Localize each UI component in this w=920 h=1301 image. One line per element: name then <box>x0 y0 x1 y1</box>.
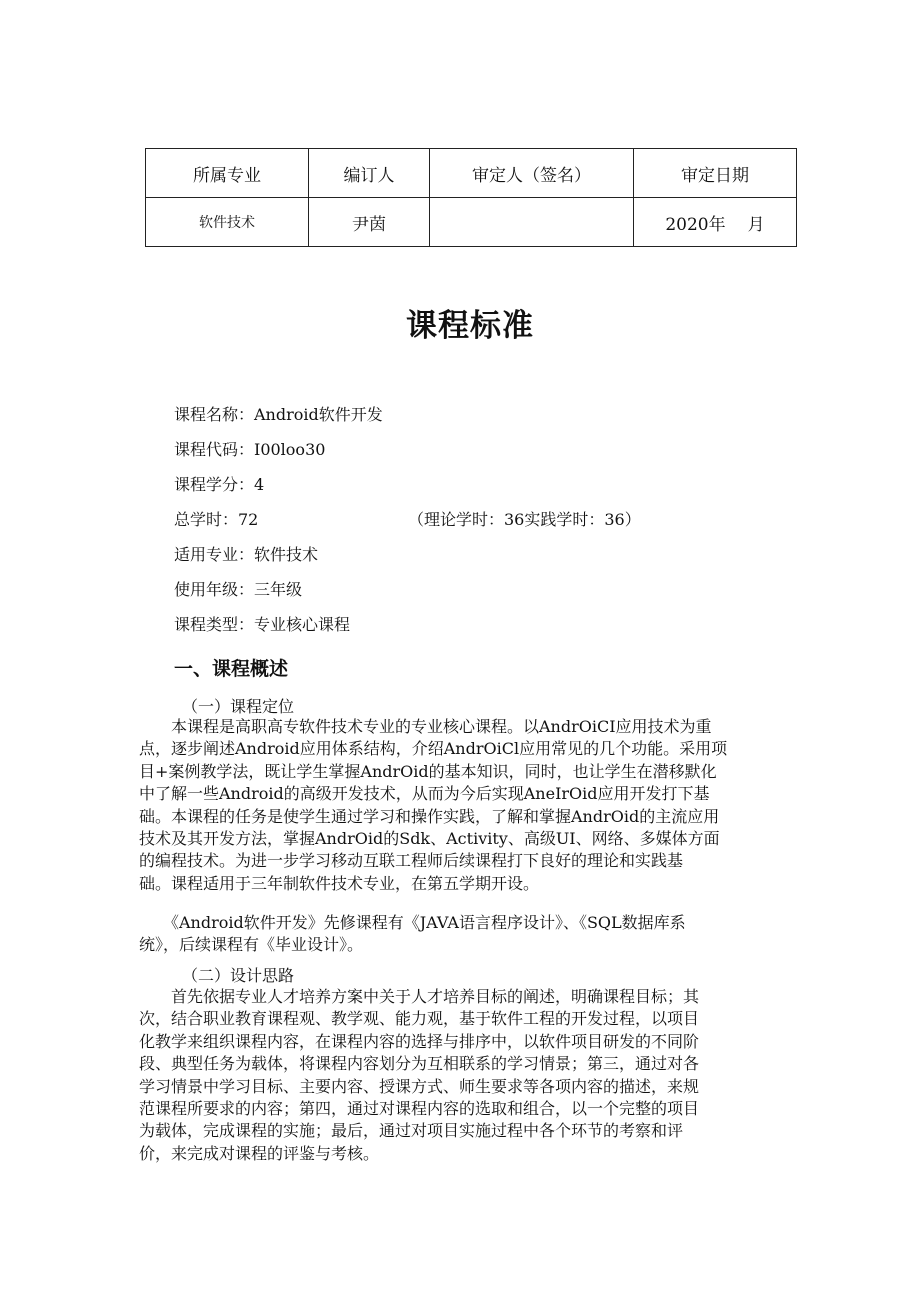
date-month: 月 <box>747 214 765 235</box>
paragraph-line: 为载体，完成课程的实施；最后，通过对项目实施过程中各个环节的考察和评 <box>139 1121 684 1141</box>
course-name: 课程名称：Android软件开发 <box>174 405 383 424</box>
cell-major: 软件技术 <box>146 198 309 247</box>
course-major: 适用专业：软件技术 <box>174 545 319 564</box>
paragraph-line: 次，结合职业教育课程观、教学观、能力观，基于软件工程的开发过程，以项目 <box>139 1009 700 1029</box>
header-review-date: 审定日期 <box>634 149 797 198</box>
paragraph-design <box>139 986 809 1165</box>
course-code: 课程代码：I00loo30 <box>174 440 326 459</box>
subheading-design: （二）设计思路 <box>182 966 295 985</box>
cell-reviewer <box>430 198 634 247</box>
paragraph-line: 的编程技术。为进一步学习移动互联工程师后续课程打下良好的理论和实践基 <box>139 851 684 871</box>
approval-data-row <box>146 198 797 247</box>
approval-table <box>145 148 797 247</box>
paragraph-line: 范课程所要求的内容；第四，通过对课程内容的选取和组合，以一个完整的项目 <box>139 1099 700 1119</box>
cell-editor: 尹茵 <box>309 198 430 247</box>
paragraph-line: 化教学来组织课程内容，在课程内容的选择与排序中，以软件项目研发的不同阶 <box>139 1031 700 1051</box>
paragraph-line: 点，逐步阐述Android应用体系结构，介绍AndrOiCl应用常见的几个功能。采用项 <box>139 739 728 759</box>
subheading-positioning: （一）课程定位 <box>182 697 295 716</box>
paragraph-line: 《Android软件开发》先修课程有《JAVA语言程序设计》、《SQL数据库系 <box>139 913 686 932</box>
header-editor: 编订人 <box>309 149 430 198</box>
course-total-hours: 总学时：72 <box>174 510 259 529</box>
course-grade: 使用年级：三年级 <box>174 580 303 599</box>
paragraph-line: 目+案例教学法，既让学生掌握AndrOid的基本知识，同时，也让学生在潜移默化 <box>139 761 717 781</box>
document-title: 课程标准 <box>406 308 534 344</box>
paragraph-line: 段、典型任务为载体，将课程内容划分为互相联系的学习情景；第三，通过对各 <box>139 1054 700 1074</box>
cell-review-date <box>634 198 797 247</box>
paragraph-line: 中了解一些Android的高级开发技术，从而为今后实现AneIrOid应用开发打下基 <box>139 784 710 804</box>
paragraph-positioning <box>139 716 809 895</box>
paragraph-line: 技术及其开发方法，掌握AndrOid的Sdk、Activity、高级UI、网络、多媒体方面 <box>139 829 720 849</box>
course-hours-breakdown: （理论学时：36实践学时：36） <box>408 510 641 529</box>
paragraph-line: 础。本课程的任务是使学生通过学习和操作实践，了解和掌握AndrOid的主流应用 <box>139 806 720 826</box>
paragraph-line: 本课程是高职高专软件技术专业的专业核心课程。以AndrOiCI应用技术为重 <box>139 717 712 736</box>
course-type: 课程类型：专业核心课程 <box>174 615 351 634</box>
approval-header-row <box>146 149 797 198</box>
section-heading-overview: 一、课程概述 <box>174 658 289 680</box>
paragraph-line: 础。课程适用于三年制软件技术专业，在第五学期开设。 <box>139 873 540 893</box>
date-year: 2020年 <box>665 214 726 235</box>
paragraph-line: 首先依据专业人才培养方案中关于人才培养目标的阐述，明确课程目标；其 <box>139 987 700 1006</box>
paragraph-line: 价，来完成对课程的评鉴与考核。 <box>139 1143 380 1163</box>
paragraph-line: 统》，后续课程有《毕业设计》。 <box>139 935 364 955</box>
header-reviewer: 审定人（签名） <box>430 149 634 198</box>
paragraph-prerequisites <box>139 912 809 957</box>
header-major: 所属专业 <box>146 149 309 198</box>
course-credits: 课程学分：4 <box>174 475 265 494</box>
paragraph-line: 学习情景中学习目标、主要内容、授课方式、师生要求等各项内容的描述，来规 <box>139 1076 700 1096</box>
